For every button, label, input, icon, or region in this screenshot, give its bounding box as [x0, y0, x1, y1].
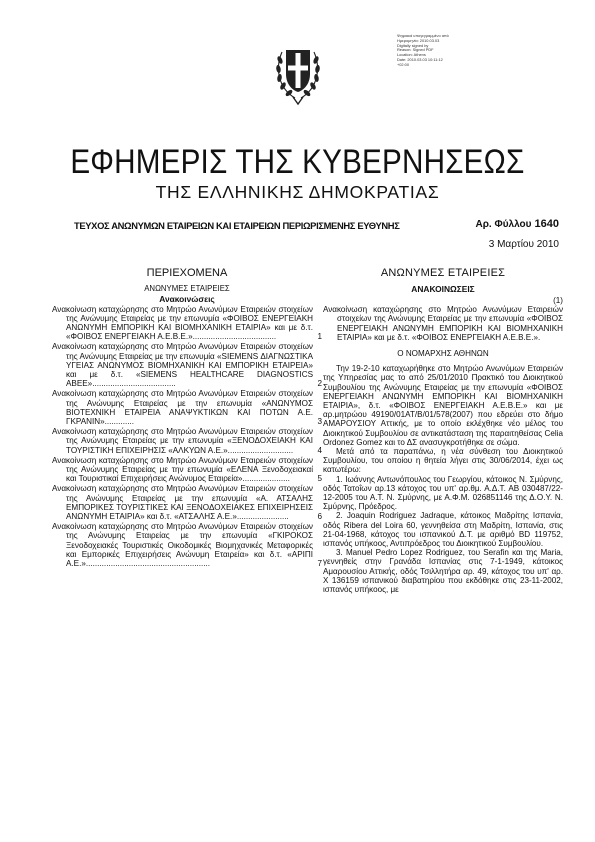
body-paragraph: 1. Ιωάννης Αντωνόπουλος του Γεωργίου, κάτοικος Ν. Σμύρνης, οδός Τατοΐων αρ.13 κάτοχος του υπ' αρ.θμ. Α.Δ.Τ. ΑΒ 030487/22-12-2005 του Α.Τ. Ν. Σμύρνης, με Α.Φ.Μ. 026851146 της Δ.Ο.Υ. Ν. Σμύρνης, Πρόεδρος.	[323, 474, 563, 512]
toc-entry-page: 3	[317, 416, 322, 426]
toc-entry-text: Ανακοίνωση καταχώρησης στο Μητρώο Ανωνύμων Εταιρειών στοιχείων της Ανώνυμης Εταιρείας με την επωνυμία «ΞΕΝΟΔΟΧΕΙΑΚΗ ΚΑΙ ΤΟΥΡΙΣΤΙΚΗ ΕΠΙΧΕΙΡΗΣΙΣ «ΑΛΚΥΩΝ Α.Ε.».............................	[52, 427, 313, 455]
digital-signature-block	[397, 34, 481, 68]
signature-line: Ημερομηνία: 2010.03.03	[397, 38, 440, 43]
signature-line: Location: Athens	[397, 53, 426, 58]
toc-entry-page: 7	[317, 558, 322, 568]
toc-entry-page: 4	[317, 445, 322, 455]
body-subsection-heading: ΑΝΑΚΟΙΝΩΣΕΙΣ	[411, 284, 475, 294]
contents-section: ΑΝΩΝΥΜΕΣ ΕΤΑΙΡΕΙΕΣ	[144, 284, 230, 293]
signature-line: Reason: Signed PDF	[397, 48, 434, 53]
toc-entry[interactable]	[52, 342, 322, 388]
notice-authority: Ο ΝΟΜΑΡΧΗΣ ΑΘΗΝΩΝ	[397, 349, 489, 359]
toc-entry[interactable]	[52, 522, 322, 568]
issue-type: ΤΕΥΧΟΣ ΑΝΩΝΥΜΩΝ ΕΤΑΙΡΕΙΩΝ ΚΑΙ ΕΤΑΙΡΕΙΩΝ ΠΕΡΙΩΡΙΣΜΕΝΗΣ ΕΥΘΥΝΗΣ	[74, 220, 400, 231]
toc-entry[interactable]	[52, 456, 322, 484]
toc-entry-page: 2	[317, 379, 322, 389]
toc-entry-text: Ανακοίνωση καταχώρησης στο Μητρώο Ανωνύμων Εταιρειών στοιχείων της Ανώνυμης Εταιρείας με την επωνυμία «SIEMENS ΔΙΑΓΝΩΣΤΙΚΑ ΥΓΕΙΑΣ ΑΝΩΝΥΜΟΣ ΒΙΟΜΗΧΑΝΙΚΗ ΚΑΙ ΕΜΠΟΡΙΚΗ ΕΤΑΙΡΕΙΑ» και με δ.τ. «SIEMENS HEALTHCARE DIAGNOSTICS ABEE».....................................	[52, 342, 313, 389]
issue-date: 3 Μαρτίου 2010	[488, 239, 559, 250]
toc-entry[interactable]	[52, 305, 322, 342]
sheet-number-label: Αρ. Φύλλου	[475, 219, 532, 230]
body-paragraph: 3. Manuel Pedro Lopez Rodriguez, του Serafin και της Maria, γεννηθείς στην Γρανάδα Ισπανίας στις 7-1-1949, κάτοικος Αμαρουσίου Αττικής, οδός Τσιλλητήρα αρ. 49, κάτοχος του υπ' αρ. Χ 136159 ισπανικού διαβατηρίου που εκδόθηκε στις 23-11-2002, ισπανός υπήκοος, με	[323, 548, 563, 595]
notice-number: (1)	[553, 296, 563, 305]
gazette-subtitle: ΤΗΣ ΕΛΛΗΝΙΚΗΣ ΔΗΜΟΚΡΑΤΙΑΣ	[155, 182, 440, 202]
toc-entry-text: Ανακοίνωση καταχώρησης στο Μητρώο Ανωνύμων Εταιρειών στοιχείων της Ανώνυμης Εταιρείας με την επωνυμία «ΑΝΩΝΥΜΟΣ ΒΙΟΤΕΧΝΙΚΗ ΕΤΑΙΡΕΙΑ ΑΝΑΨΥΚΤΙΚΩΝ ΚΑΙ ΠΟΤΩΝ Α.Ε. ΓΚΡΑΝΙΝ».............	[52, 389, 313, 426]
toc-entry-page: 5	[317, 474, 322, 484]
toc-entry[interactable]	[52, 484, 322, 521]
toc-entry-text: Ανακοίνωση καταχώρησης στο Μητρώο Ανωνύμων Εταιρειών στοιχείων της Ανώνυμης Εταιρείας με την επωνυμία «ΕΛΕΝΑ Ξενοδοχειακαί και Τουριστικαί Επιχειρήσεις Ανώνυμος Εταιρεία».....................	[52, 455, 313, 484]
body-section-heading: ΑΝΩΝΥΜΕΣ ΕΤΑΙΡΕΙΕΣ	[380, 267, 506, 279]
gazette-title: ΕΦΗΜΕΡΙΣ ΤΗΣ ΚΥΒΕΡΝΗΣΕΩΣ	[70, 143, 525, 181]
contents-heading: ΠΕΡΙΕΧΟΜΕΝΑ	[146, 267, 228, 279]
body-paragraph: Μετά από τα παραπάνω, η νέα σύνθεση του Διοικητικού Συμβουλίου, του οποίου η θητεία λήγει στις 30/06/2014, έχει ως κατωτέρω:	[323, 447, 563, 475]
toc-entry[interactable]	[52, 389, 322, 426]
toc-entry[interactable]	[52, 427, 322, 455]
sheet-number	[476, 218, 559, 230]
toc-entry-text: Ανακοίνωση καταχώρησης στο Μητρώο Ανωνύμων Εταιρειών στοιχείων της Ανώνυμης Εταιρείας με την επωνυμία «ΦΟΙΒΟΣ ΕΝΕΡΓΕΙΑΚΗ ΑΝΩΝΥΜΗ ΕΜΠΟΡΙΚΗ ΚΑΙ ΒΙΟΜΗΧΑΝΙΚΗ ΕΤΑΙΡΙΑ» και με δ.τ. «ΦΟΙΒΟΣ ΕΝΕΡΓΕΙΑΚΗ Α.Ε.Β.Ε.».....................................	[52, 304, 313, 342]
toc-entry-page: 6	[317, 511, 322, 521]
toc-entry-text: Ανακοίνωση καταχώρησης στο Μητρώο Ανωνύμων Εταιρειών στοιχείων της Ανώνυμης Εταιρείας με την επωνυμία «Α. ΑΤΣΑΛΗΣ ΕΜΠΟΡΙΚΕΣ ΤΟΥΡΙΣΤΙΚΕΣ ΚΑΙ ΞΕΝΟΔΟΧΕΙΑΚΕΣ ΕΠΙΧΕΙΡΗΣΕΙΣ ΑΝΩΝΥΜΗ ΕΤΑΙΡΙΑ» και δ.τ. «ΑΤΣΑΛΗΣ Α.Ε.».......................	[52, 484, 313, 521]
greek-coat-of-arms-icon	[273, 34, 323, 110]
sheet-number-value: 1640	[534, 218, 559, 230]
body-paragraph: Την 19-2-10 καταχωρήθηκε στο Μητρώο Ανωνύμων Εταιρειών της Υπηρεσίας μας το από 25/01/2010 Πρακτικό του Διοικητικού Συμβουλίου της Ανώνυμης Εταιρείας με την επωνυμία «ΦΟΙΒΟΣ ΕΝΕΡΓΕΙΑΚΗ ΑΝΩΝΥΜΗ ΕΜΠΟΡΙΚΗ ΚΑΙ ΒΙΟΜΗΧΑΝΙΚΗ ΕΤΑΙΡΙΑ», δ.τ. «ΦΟΙΒΟΣ ΕΝΕΡΓΕΙΑΚΗ Α.Ε.Β.Ε.» και με αρ.μητρώου 49190/01ΑΤ/Β/01/578(2007) που εδρεύει στο δήμο ΑΜΑΡΟΥΣΙΟΥ Αττικής, με το οποίο εκλέχθηκε νέο μέλος του Διοικητικού Συμβουλίου σε αντικατάσταση της παραιτηθείσας Celia Ordonez Gomez και το ΔΣ ανασυγκροτήθηκε σε σώμα.	[323, 364, 563, 447]
signature-line: +02:00	[397, 62, 410, 67]
signature-line: Date: 2010.03.03 10:11:12	[397, 57, 443, 62]
table-of-contents	[52, 266, 322, 569]
signature-line: Digitally signed by	[397, 43, 429, 48]
toc-entry-page: 1	[317, 332, 322, 342]
contents-subsection: Ανακοινώσεις	[159, 293, 215, 304]
signature-line: Ψηφιακά υπογεγραμμένο από	[397, 34, 449, 38]
notice-title: Ανακοίνωση καταχώρησης στο Μητρώο Ανωνύμων Εταιρειών στοιχείων της Ανώνυμης Εταιρείας με την επωνυμία «ΦΟΙΒΟΣ ΕΝΕΡΓΕΙΑΚΗ ΑΝΩΝΥΜΗ ΕΜΠΟΡΙΚΗ ΚΑΙ ΒΙΟΜΗΧΑΝΙΚΗ ΕΤΑΙΡΙΑ» και με δ.τ. «ΦΟΙΒΟΣ ΕΝΕΡΓΕΙΑΚΗ Α.Ε.Β.Ε.».	[323, 305, 563, 342]
toc-entry-text: Ανακοίνωση καταχώρησης στο Μητρώο Ανωνύμων Εταιρειών στοιχείων της Ανώνυμης Εταιρείας με την επωνυμία «ΓΚΙΡΟΚΟΣ Ξενοδοχειακές Τουριστικές Οικοδομικές Βιομηχανικές Μεταφορικές και Εμπορικές Επιχειρήσεις Ανώνυμη Εταιρεία» και δ.τ. «ΑΡΙΠΙ Α.Ε.».......................................................	[52, 522, 313, 568]
body-paragraph: 2. Joaquin Rodriguez Jadraque, κάτοικος Μαδρίτης Ισπανία, οδός Ribera del Loira 60, γεννηθείσα στη Μαδρίτη, Ισπανία, στις 21-04-1968, κάτοχος του ισπανικού Δ.Τ. με αριθμό BD 119752, ισπανός υπήκοος, Αντιπρόεδρος του Διοικητικού Συμβουλίου.	[323, 511, 563, 549]
article-body	[323, 266, 563, 594]
